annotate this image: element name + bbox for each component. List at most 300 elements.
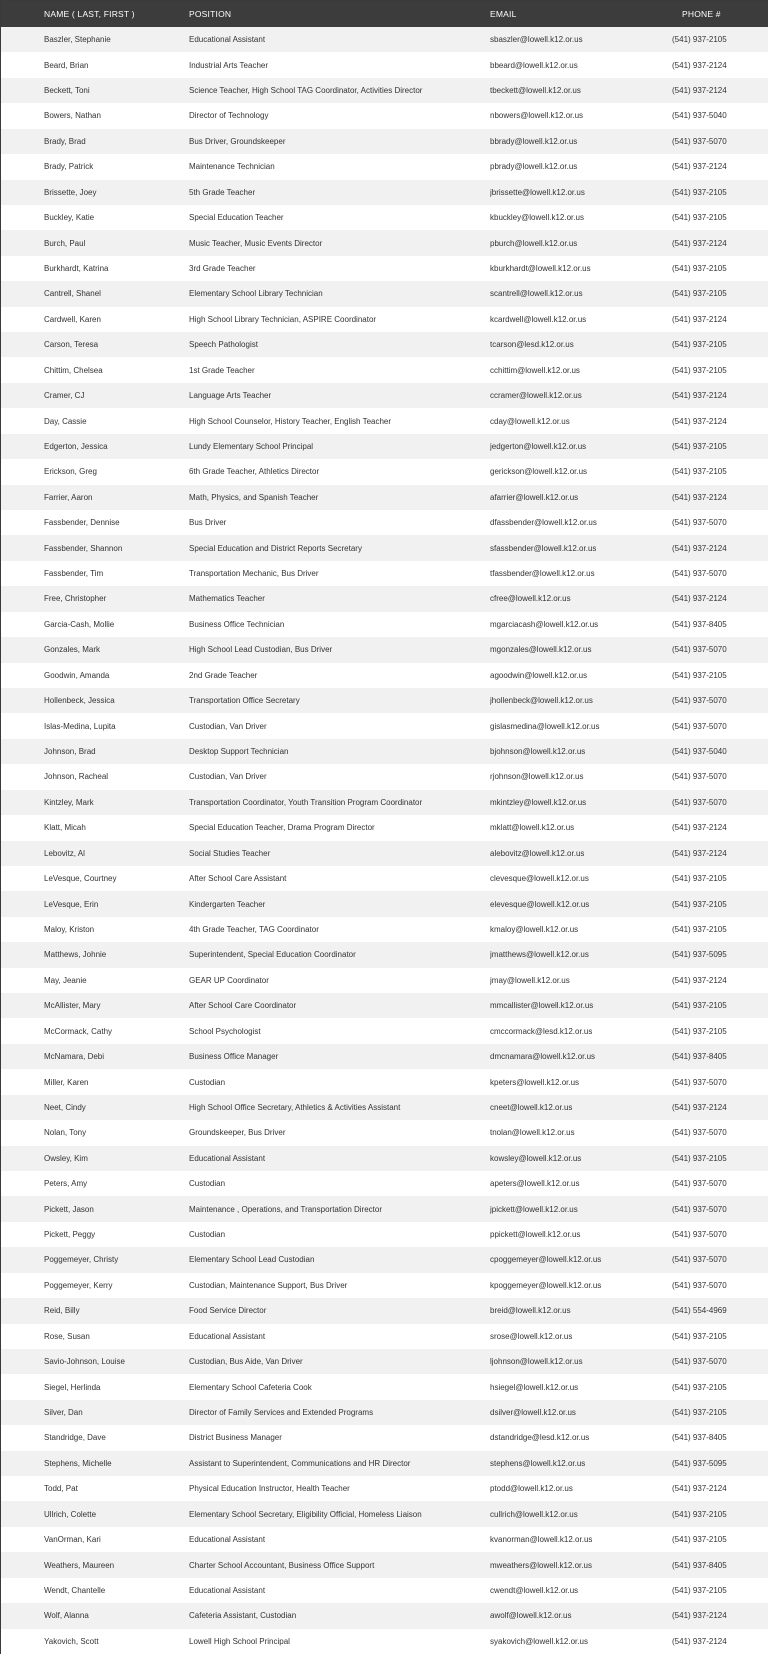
table-row	[1, 1374, 768, 1399]
cell-name: Maloy, Kriston	[44, 924, 95, 934]
cell-phone: (541) 937-2105	[672, 924, 727, 934]
cell-email: apeters@lowell.k12.or.us	[490, 1179, 580, 1189]
cell-phone: (541) 937-5070	[672, 1128, 727, 1138]
cell-email: cmccormack@lesd.k12.or.us	[490, 1026, 593, 1036]
cell-email: sfassbender@lowell.k12.or.us	[490, 543, 597, 553]
column-header-position: POSITION	[189, 9, 232, 19]
cell-email: dmcnamara@lowell.k12.or.us	[490, 1052, 596, 1062]
table-row	[1, 1629, 768, 1654]
table-row	[1, 1044, 768, 1069]
cell-name: Todd, Pat	[44, 1484, 78, 1494]
cell-name: Miller, Karen	[44, 1077, 89, 1087]
cell-email: stephens@lowell.k12.or.us	[490, 1458, 586, 1468]
table-row	[1, 1273, 768, 1298]
cell-email: clevesque@lowell.k12.or.us	[490, 874, 589, 884]
table-row	[1, 510, 768, 535]
cell-phone: (541) 937-5070	[672, 518, 727, 528]
cell-name: Day, Cassie	[44, 416, 87, 426]
cell-phone: (541) 937-8405	[672, 1052, 727, 1062]
cell-position: 4th Grade Teacher, TAG Coordinator	[189, 924, 319, 934]
cell-name: Baszler, Stephanie	[44, 35, 111, 45]
cell-email: ljohnson@lowell.k12.or.us	[490, 1357, 583, 1367]
cell-phone: (541) 937-2105	[672, 213, 727, 223]
cell-position: Industrial Arts Teacher	[189, 60, 269, 70]
cell-email: mgonzales@lowell.k12.or.us	[490, 645, 592, 655]
cell-name: Fassbender, Dennise	[44, 518, 120, 528]
cell-email: kpeters@lowell.k12.or.us	[490, 1077, 580, 1087]
cell-name: Beckett, Toni	[44, 86, 90, 96]
cell-position: 1st Grade Teacher	[189, 365, 255, 375]
cell-email: kcardwell@lowell.k12.or.us	[490, 314, 587, 324]
cell-name: Burch, Paul	[44, 238, 86, 248]
cell-position: Lundy Elementary School Principal	[189, 441, 314, 451]
cell-name: Beard, Brian	[44, 60, 89, 70]
cell-phone: (541) 937-2124	[672, 416, 727, 426]
cell-name: Hollenbeck, Jessica	[44, 696, 115, 706]
cell-position: Lowell High School Principal	[189, 1636, 290, 1646]
cell-phone: (541) 937-2124	[672, 1636, 727, 1646]
cell-position: Custodian, Bus Aide, Van Driver	[189, 1357, 303, 1367]
cell-position: District Business Manager	[189, 1433, 282, 1443]
table-row	[1, 612, 768, 637]
table-row	[1, 637, 768, 662]
cell-position: Transportation Coordinator, Youth Transition Program Coordinator	[189, 797, 423, 807]
cell-name: LeVesque, Courtney	[44, 874, 117, 884]
cell-phone: (541) 937-2105	[672, 187, 727, 197]
table-row	[1, 154, 768, 179]
cell-name: Owsley, Kim	[44, 1153, 88, 1163]
cell-name: Erickson, Greg	[44, 467, 97, 477]
cell-phone: (541) 937-2124	[672, 848, 727, 858]
cell-position: Educational Assistant	[189, 1535, 266, 1545]
cell-position: Cafeteria Assistant, Custodian	[189, 1611, 297, 1621]
cell-email: alebovitz@lowell.k12.or.us	[490, 848, 585, 858]
table-row	[1, 1578, 768, 1603]
cell-name: Wendt, Chantelle	[44, 1585, 106, 1595]
cell-position: Social Studies Teacher	[189, 848, 271, 858]
cell-position: Director of Family Services and Extended Programs	[189, 1407, 374, 1417]
table-row	[1, 52, 768, 77]
table-row	[1, 1018, 768, 1043]
table-row	[1, 1527, 768, 1552]
table-row	[1, 739, 768, 764]
cell-email: sbaszler@lowell.k12.or.us	[490, 35, 583, 45]
cell-email: pbrady@lowell.k12.or.us	[490, 162, 578, 172]
cell-position: Mathematics Teacher	[189, 594, 265, 604]
cell-email: tbeckett@lowell.k12.or.us	[490, 86, 581, 96]
cell-email: rjohnson@lowell.k12.or.us	[490, 772, 584, 782]
cell-email: mklatt@lowell.k12.or.us	[490, 823, 575, 833]
table-row	[1, 1349, 768, 1374]
cell-email: kowsley@lowell.k12.or.us	[490, 1153, 582, 1163]
cell-position: High School Counselor, History Teacher, English Teacher	[189, 416, 392, 426]
table-row	[1, 1095, 768, 1120]
cell-email: gerickson@lowell.k12.or.us	[490, 467, 588, 477]
cell-email: cneet@lowell.k12.or.us	[490, 1102, 573, 1112]
cell-position: High School Lead Custodian, Bus Driver	[189, 645, 333, 655]
cell-phone: (541) 937-2124	[672, 594, 727, 604]
cell-name: Farrier, Aaron	[44, 492, 93, 502]
cell-position: Elementary School Lead Custodian	[189, 1255, 315, 1265]
cell-email: cchittim@lowell.k12.or.us	[490, 365, 580, 375]
cell-name: Gonzales, Mark	[44, 645, 101, 655]
cell-phone: (541) 937-2124	[672, 162, 727, 172]
cell-position: Transportation Office Secretary	[189, 696, 300, 706]
cell-position: Kindergarten Teacher	[189, 899, 266, 909]
table-row	[1, 357, 768, 382]
table-row	[1, 230, 768, 255]
cell-phone: (541) 937-5040	[672, 747, 727, 757]
cell-email: cday@lowell.k12.or.us	[490, 416, 570, 426]
cell-position: Elementary School Library Technician	[189, 289, 323, 299]
cell-email: jpickett@lowell.k12.or.us	[490, 1204, 578, 1214]
cell-name: Standridge, Dave	[44, 1433, 106, 1443]
cell-name: LeVesque, Erin	[44, 899, 99, 909]
cell-position: Business Office Manager	[189, 1052, 279, 1062]
cell-email: syakovich@lowell.k12.or.us	[490, 1636, 588, 1646]
cell-name: VanOrman, Kari	[44, 1535, 101, 1545]
cell-email: elevesque@lowell.k12.or.us	[490, 899, 590, 909]
cell-phone: (541) 937-5070	[672, 136, 727, 146]
cell-email: srose@lowell.k12.or.us	[490, 1331, 573, 1341]
cell-phone: (541) 937-2124	[672, 1484, 727, 1494]
cell-name: Johnson, Brad	[44, 747, 96, 757]
cell-name: Savio-Johnson, Louise	[44, 1357, 125, 1367]
cell-name: Silver, Dan	[44, 1407, 83, 1417]
cell-name: Peters, Amy	[44, 1179, 88, 1189]
table-row	[1, 968, 768, 993]
header-row	[1, 1, 768, 27]
cell-email: tnolan@lowell.k12.or.us	[490, 1128, 575, 1138]
table-row	[1, 256, 768, 281]
cell-phone: (541) 937-2124	[672, 823, 727, 833]
table-row	[1, 586, 768, 611]
cell-phone: (541) 937-2124	[672, 314, 727, 324]
cell-name: Cardwell, Karen	[44, 314, 101, 324]
cell-email: mkintzley@lowell.k12.or.us	[490, 797, 587, 807]
cell-phone: (541) 937-5070	[672, 696, 727, 706]
cell-phone: (541) 937-2105	[672, 340, 727, 350]
cell-name: McCormack, Cathy	[44, 1026, 113, 1036]
cell-name: Carson, Teresa	[44, 340, 99, 350]
table-row	[1, 1298, 768, 1323]
cell-position: Physical Education Instructor, Health Teacher	[189, 1484, 350, 1494]
table-row	[1, 281, 768, 306]
table-row	[1, 78, 768, 103]
cell-phone: (541) 937-2124	[672, 492, 727, 502]
cell-phone: (541) 937-5070	[672, 1230, 727, 1240]
cell-email: dstandridge@lesd.k12.or.us	[490, 1433, 590, 1443]
cell-position: High School Library Technician, ASPIRE Coordinator	[189, 314, 377, 324]
cell-email: jmay@lowell.k12.or.us	[490, 975, 570, 985]
cell-phone: (541) 937-5070	[672, 1357, 727, 1367]
cell-email: awolf@lowell.k12.or.us	[490, 1611, 572, 1621]
table-row	[1, 815, 768, 840]
cell-phone: (541) 937-5070	[672, 569, 727, 579]
cell-phone: (541) 937-8405	[672, 1560, 727, 1570]
cell-name: Islas-Medina, Lupita	[44, 721, 116, 731]
cell-name: Burkhardt, Katrina	[44, 264, 109, 273]
table-row	[1, 866, 768, 891]
cell-position: Desktop Support Technician	[189, 747, 289, 757]
cell-phone: (541) 937-5040	[672, 111, 727, 121]
cell-position: Maintenance , Operations, and Transportation Director	[189, 1204, 382, 1214]
cell-phone: (541) 937-8405	[672, 1433, 727, 1443]
column-header-email: EMAIL	[490, 9, 517, 19]
cell-phone: (541) 937-5070	[672, 1179, 727, 1189]
cell-name: Bowers, Nathan	[44, 111, 101, 121]
cell-phone: (541) 937-5070	[672, 1255, 727, 1265]
cell-phone: (541) 937-2105	[672, 1026, 727, 1036]
cell-phone: (541) 937-2105	[672, 1382, 727, 1392]
cell-position: Charter School Accountant, Business Office Support	[189, 1560, 375, 1570]
cell-position: 5th Grade Teacher	[189, 187, 256, 197]
cell-name: Pickett, Jason	[44, 1204, 94, 1214]
cell-phone: (541) 937-2105	[672, 467, 727, 477]
cell-position: Director of Technology	[189, 111, 269, 121]
cell-email: agoodwin@lowell.k12.or.us	[490, 670, 588, 680]
cell-phone: (541) 937-2105	[672, 264, 727, 273]
table-row	[1, 459, 768, 484]
cell-phone: (541) 937-2105	[672, 1585, 727, 1595]
table-row	[1, 434, 768, 459]
table-row	[1, 942, 768, 967]
cell-name: Yakovich, Scott	[44, 1636, 99, 1646]
cell-name: Garcia-Cash, Mollie	[44, 619, 115, 629]
table-row	[1, 332, 768, 357]
cell-email: mgarciacash@lowell.k12.or.us	[490, 619, 599, 629]
cell-email: cwendt@lowell.k12.or.us	[490, 1585, 579, 1595]
cell-email: scantrell@lowell.k12.or.us	[490, 289, 583, 299]
cell-position: Elementary School Cafeteria Cook	[189, 1382, 312, 1392]
cell-position: Custodian	[189, 1077, 226, 1087]
cell-phone: (541) 937-2124	[672, 60, 727, 70]
cell-position: Math, Physics, and Spanish Teacher	[189, 492, 319, 502]
table-row	[1, 790, 768, 815]
table-row	[1, 1222, 768, 1247]
table-row	[1, 1120, 768, 1145]
cell-position: Custodian	[189, 1230, 226, 1240]
table-row	[1, 535, 768, 560]
table-row	[1, 1603, 768, 1628]
cell-name: Brady, Brad	[44, 136, 86, 146]
cell-phone: (541) 937-5070	[672, 1204, 727, 1214]
cell-name: McAllister, Mary	[44, 1001, 101, 1011]
cell-email: bbrady@lowell.k12.or.us	[490, 136, 578, 146]
column-header-name: NAME ( LAST, FIRST )	[44, 9, 135, 19]
cell-email: cullrich@lowell.k12.or.us	[490, 1509, 578, 1519]
cell-phone: (541) 937-2105	[672, 441, 727, 451]
cell-phone: (541) 937-8405	[672, 619, 727, 629]
cell-name: Fassbender, Shannon	[44, 543, 123, 553]
cell-email: ccramer@lowell.k12.or.us	[490, 391, 582, 401]
cell-position: Speech Pathologist	[189, 340, 258, 350]
cell-email: kbuckley@lowell.k12.or.us	[490, 213, 584, 223]
cell-email: kburkhardt@lowell.k12.or.us	[490, 264, 591, 273]
cell-phone: (541) 937-5070	[672, 1077, 727, 1087]
cell-phone: (541) 937-2124	[672, 543, 727, 553]
cell-email: pburch@lowell.k12.or.us	[490, 238, 578, 248]
cell-position: Bus Driver, Groundskeeper	[189, 136, 286, 146]
cell-email: dsilver@lowell.k12.or.us	[490, 1407, 576, 1417]
cell-email: bjohnson@lowell.k12.or.us	[490, 747, 586, 757]
cell-position: GEAR UP Coordinator	[189, 975, 269, 985]
cell-phone: (541) 937-2124	[672, 86, 727, 96]
cell-name: Free, Christopher	[44, 594, 107, 604]
cell-position: After School Care Coordinator	[189, 1001, 297, 1011]
cell-position: Custodian, Van Driver	[189, 772, 267, 782]
cell-name: Siegel, Herlinda	[44, 1382, 101, 1392]
table-row	[1, 1247, 768, 1272]
table-row	[1, 713, 768, 738]
cell-position: Educational Assistant	[189, 1585, 266, 1595]
cell-name: Reid, Billy	[44, 1306, 80, 1316]
cell-email: jmatthews@lowell.k12.or.us	[490, 950, 589, 960]
cell-phone: (541) 937-5070	[672, 645, 727, 655]
table-row	[1, 129, 768, 154]
table-row	[1, 408, 768, 433]
cell-name: Nolan, Tony	[44, 1128, 87, 1138]
cell-email: ppickett@lowell.k12.or.us	[490, 1230, 581, 1240]
cell-position: High School Office Secretary, Athletics & Activities Assistant	[189, 1102, 401, 1112]
cell-phone: (541) 937-5095	[672, 1458, 727, 1468]
cell-phone: (541) 937-2105	[672, 1509, 727, 1519]
cell-phone: (541) 937-2105	[672, 1535, 727, 1545]
cell-email: jhollenbeck@lowell.k12.or.us	[490, 696, 593, 706]
cell-name: Brissette, Joey	[44, 187, 97, 197]
staff-directory-table	[1, 1, 768, 1654]
table-row	[1, 688, 768, 713]
cell-phone: (541) 937-5095	[672, 950, 727, 960]
cell-position: Groundskeeper, Bus Driver	[189, 1128, 286, 1138]
table-row	[1, 1400, 768, 1425]
cell-phone: (541) 937-2105	[672, 1153, 727, 1163]
cell-position: Educational Assistant	[189, 1331, 266, 1341]
cell-name: Kintzley, Mark	[44, 797, 94, 807]
cell-phone: (541) 937-2124	[672, 1611, 727, 1621]
cell-email: cpoggemeyer@lowell.k12.or.us	[490, 1255, 602, 1265]
cell-position: Food Service Director	[189, 1306, 267, 1316]
table-row	[1, 1552, 768, 1577]
cell-position: Custodian, Maintenance Support, Bus Driver	[189, 1280, 348, 1290]
cell-position: 3rd Grade Teacher	[189, 264, 256, 273]
cell-position: Special Education Teacher	[189, 213, 284, 223]
table-row	[1, 27, 768, 52]
table-row	[1, 1451, 768, 1476]
cell-position: Bus Driver	[189, 518, 227, 528]
table-row	[1, 205, 768, 230]
cell-phone: (541) 937-2105	[672, 289, 727, 299]
cell-phone: (541) 937-2105	[672, 670, 727, 680]
cell-phone: (541) 937-2124	[672, 391, 727, 401]
cell-email: breid@lowell.k12.or.us	[490, 1306, 571, 1316]
cell-position: Assistant to Superintendent, Communications and HR Director	[189, 1458, 411, 1468]
cell-position: School Psychologist	[189, 1026, 261, 1036]
cell-name: Matthews, Johnie	[44, 950, 107, 960]
cell-position: Educational Assistant	[189, 35, 266, 45]
cell-name: Goodwin, Amanda	[44, 670, 110, 680]
cell-email: ptodd@lowell.k12.or.us	[490, 1484, 573, 1494]
cell-name: Fassbender, Tim	[44, 569, 104, 579]
cell-email: jbrissette@lowell.k12.or.us	[490, 187, 585, 197]
table-row	[1, 891, 768, 916]
cell-phone: (541) 937-2105	[672, 899, 727, 909]
cell-name: Neet, Cindy	[44, 1102, 86, 1112]
cell-position: Custodian	[189, 1179, 226, 1189]
column-header-phone: PHONE #	[682, 9, 721, 19]
table-row	[1, 103, 768, 128]
table-row	[1, 1501, 768, 1526]
table-row	[1, 1425, 768, 1450]
table-row	[1, 764, 768, 789]
cell-position: Custodian, Van Driver	[189, 721, 267, 731]
cell-phone: (541) 937-2105	[672, 1331, 727, 1341]
cell-name: Stephens, Michelle	[44, 1458, 112, 1468]
cell-phone: (541) 937-2105	[672, 1407, 727, 1417]
cell-position: Educational Assistant	[189, 1153, 266, 1163]
table-row	[1, 663, 768, 688]
cell-phone: (541) 554-4969	[672, 1306, 727, 1316]
cell-name: Chittim, Chelsea	[44, 365, 103, 375]
cell-phone: (541) 937-2105	[672, 874, 727, 884]
table-row	[1, 485, 768, 510]
cell-phone: (541) 937-2105	[672, 35, 727, 45]
cell-name: Wolf, Alanna	[44, 1611, 89, 1621]
cell-phone: (541) 937-2124	[672, 975, 727, 985]
cell-email: mmcallister@lowell.k12.or.us	[490, 1001, 594, 1011]
table-header	[1, 1, 768, 27]
cell-email: cfree@lowell.k12.or.us	[490, 594, 571, 604]
cell-email: tfassbender@lowell.k12.or.us	[490, 569, 595, 579]
table-row	[1, 1171, 768, 1196]
cell-phone: (541) 937-5070	[672, 721, 727, 731]
table-row	[1, 1476, 768, 1501]
cell-email: afarrier@lowell.k12.or.us	[490, 492, 579, 502]
table-row	[1, 917, 768, 942]
cell-phone: (541) 937-2124	[672, 1102, 727, 1112]
table-row	[1, 1196, 768, 1221]
cell-email: mweathers@lowell.k12.or.us	[490, 1560, 592, 1570]
cell-position: Language Arts Teacher	[189, 391, 272, 401]
cell-phone: (541) 937-2105	[672, 1001, 727, 1011]
cell-name: Buckley, Katie	[44, 213, 95, 223]
cell-phone: (541) 937-5070	[672, 772, 727, 782]
cell-position: 6th Grade Teacher, Athletics Director	[189, 467, 320, 477]
table-row	[1, 383, 768, 408]
table-row	[1, 307, 768, 332]
cell-position: Superintendent, Special Education Coordinator	[189, 950, 356, 960]
cell-email: bbeard@lowell.k12.or.us	[490, 60, 578, 70]
table-row	[1, 993, 768, 1018]
table-row	[1, 180, 768, 205]
cell-name: Rose, Susan	[44, 1331, 90, 1341]
cell-phone: (541) 937-5070	[672, 1280, 727, 1290]
cell-position: Special Education Teacher, Drama Program Director	[189, 823, 375, 833]
table-row	[1, 1146, 768, 1171]
cell-name: May, Jeanie	[44, 975, 87, 985]
cell-position: Science Teacher, High School TAG Coordinator, Activities Director	[189, 86, 423, 96]
cell-name: Pickett, Peggy	[44, 1230, 96, 1240]
cell-name: Klatt, Micah	[44, 823, 86, 833]
cell-position: 2nd Grade Teacher	[189, 670, 258, 680]
cell-position: After School Care Assistant	[189, 874, 287, 884]
cell-phone: (541) 937-2124	[672, 238, 727, 248]
cell-position: Business Office Technician	[189, 619, 285, 629]
cell-email: hsiegel@lowell.k12.or.us	[490, 1382, 579, 1392]
cell-email: nbowers@lowell.k12.or.us	[490, 111, 584, 121]
cell-name: Lebovitz, Al	[44, 848, 85, 858]
table-row	[1, 1069, 768, 1094]
